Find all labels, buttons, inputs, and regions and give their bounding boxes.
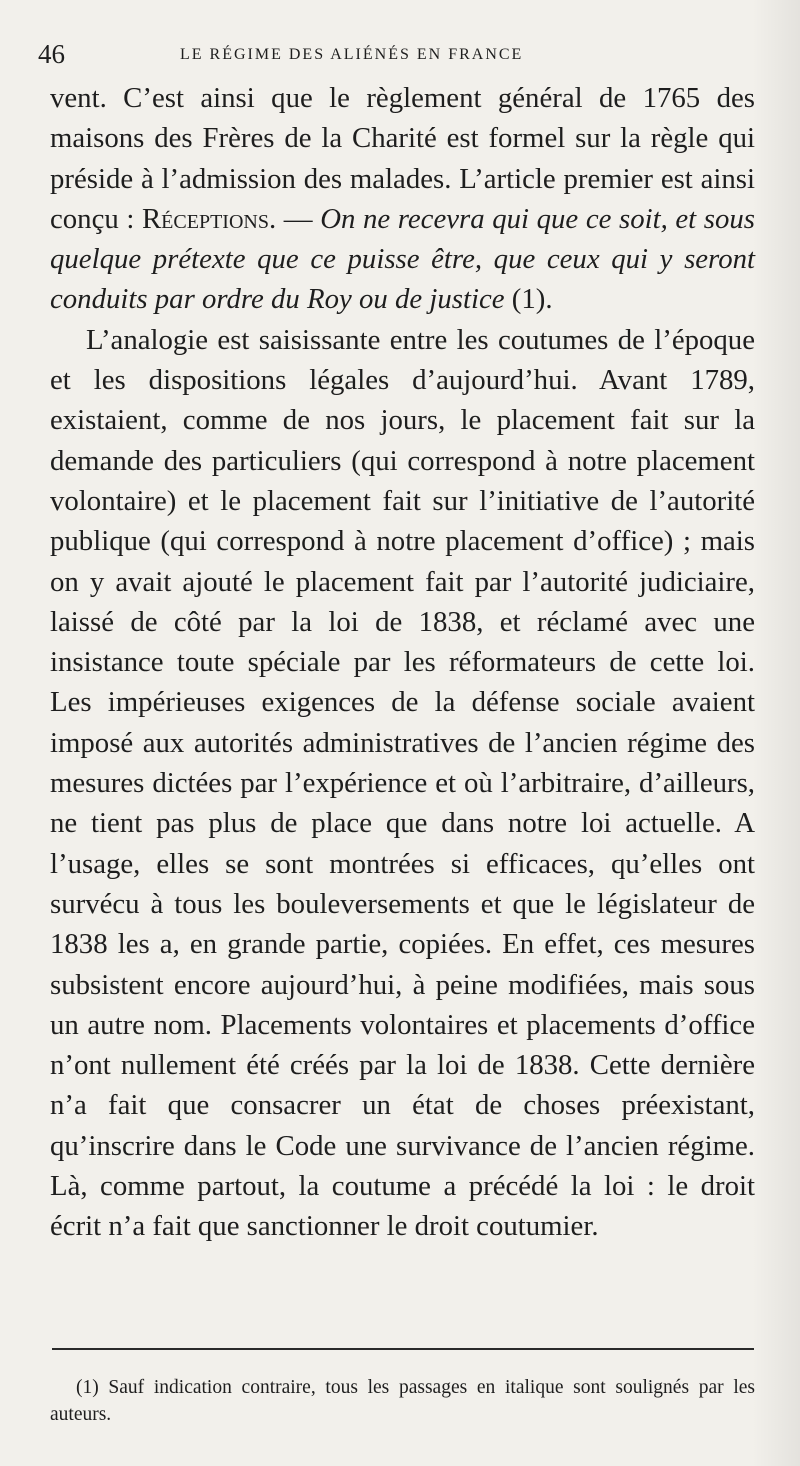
footnote-rule — [52, 1348, 754, 1350]
em-dash: — — [276, 202, 321, 235]
footnote-text: (1) Sauf indication contraire, tous les passages en italique sont soulignés par les auteurs. — [50, 1377, 755, 1425]
footnote — [50, 1374, 755, 1428]
running-head — [38, 36, 778, 72]
quoted-article: On ne recevra qui que ce soit, et sous quelque prétexte que ce puisse être, que ceux qui y seront conduits par ordre du Roy ou de justice — [50, 202, 755, 316]
paragraph-1-text: vent. C’est ainsi que le règlement général de 1765 des maisons des Frères de la Charité est formel sur la règle qui préside à l’admission des malades. L’article premier est ainsi conçu : — [50, 82, 755, 235]
body-text — [50, 78, 755, 1247]
paragraph-1 — [50, 78, 755, 320]
running-title: LE RÉGIME DES ALIÉNÉS EN FRANCE — [180, 46, 524, 63]
paragraph-2: L’analogie est saisissante entre les coutumes de l’époque et les dispositions légales d’aujourd’hui. Avant 1789, existaient, comme de nos jours, le placement fait sur la demande des particuliers (qui correspond à notre placement volontaire) et le placement fait sur l’initiative de l’autorité publique (qui correspond à notre placement d’office) ; mais on y avait ajouté le placement fait par l’autorité judiciaire, laissé de côté par la loi de 1838, et réclamé avec une insistance toute spéciale par les réformateurs de cette loi. Les impérieuses exigences de la défense sociale avaient imposé aux autorités administratives de l’ancien régime des mesures dictées par l’expérience et où l’arbitraire, d’ailleurs, ne tient pas plus de place que dans notre loi actuelle. A l’usage, elles se sont montrées si efficaces, qu’elles ont survécu à tous les bouleversements et que le législateur de 1838 les a, en grande partie, copiées. En effet, ces mesures subsistent encore aujourd’hui, à peine modifiées, mais sous un autre nom. Placements volontaires et placements d’office n’ont nullement été créés par la loi de 1838. Cette dernière n’a fait que consacrer un état de choses préexistant, qu’inscrire dans le Code une survivance de l’ancien régime. Là, comme partout, la coutume a précédé la loi : le droit écrit n’a fait que sanctionner le droit coutumier. — [50, 323, 755, 1243]
receptions-heading: Réceptions. — [141, 202, 277, 235]
page-number: 46 — [38, 39, 65, 69]
footnote-ref: (1). — [504, 283, 553, 316]
